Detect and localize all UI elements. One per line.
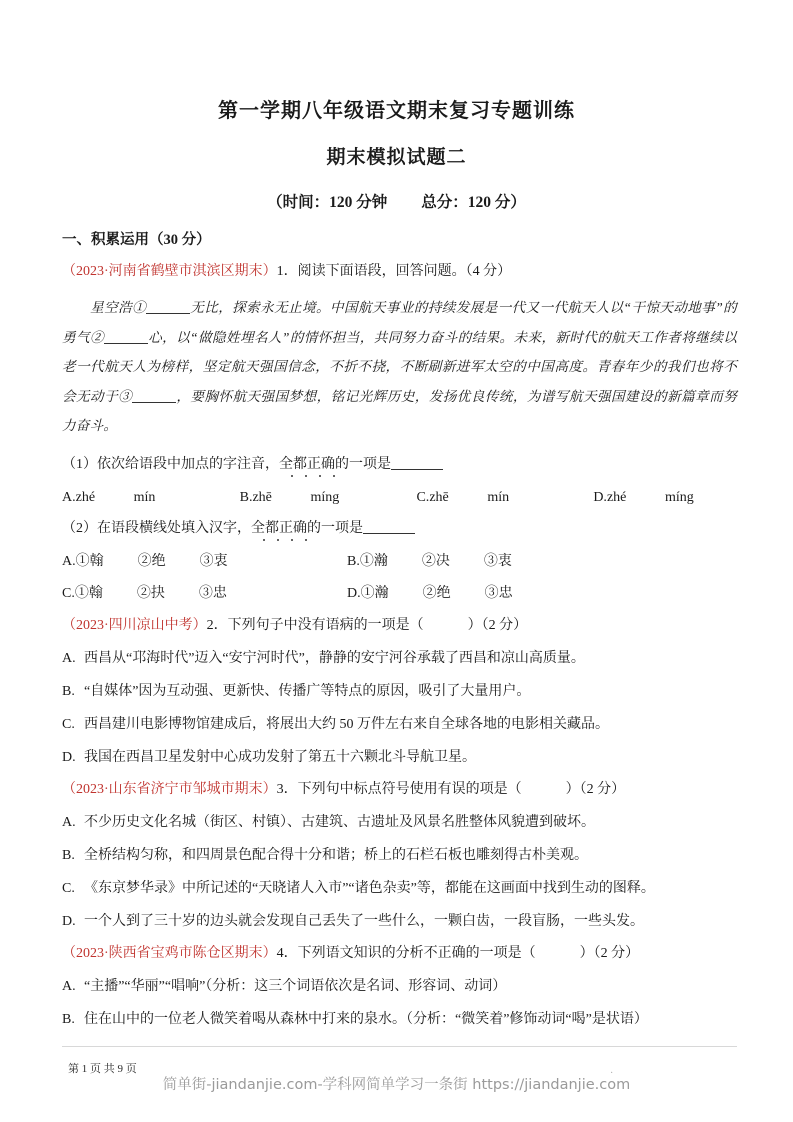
option-c-first: zhē [429,489,449,505]
char-d-three: ③忠 [484,585,513,601]
option-c-second: mín [487,489,510,505]
sub-2-post: 的一项是 [307,520,363,536]
sub-2-emphasis: 全都正确 [251,520,307,536]
q2-option-a-label: A. [62,650,76,666]
sub-1-pre: （1）依次给语段中加点的字注音， [62,456,279,472]
q3-option-b-text: 全桥结构匀称，和四周景色配合得十分和谐；桥上的石栏石板也雕刻得古朴美观。 [84,847,588,863]
sub-1-emphasis: 全都正确 [279,456,335,472]
question-3-option-c[interactable] [62,882,737,896]
passage-part-4: ，要胸怀航天强国梦想，铭记光辉历史，发扬优良传统，为谱写航天强国建设的新篇章而努力奋斗。 [62,388,738,433]
question-4-stem-pre: 4．下列语文知识的分析不正确的一项是（ [276,945,536,961]
q4-option-a-text: “主播”“华丽”“唱响”（分析：这三个词语依次是名词、形容词、动词） [84,978,507,994]
sub-2-pre: （2）在语段横线处填入汉字， [62,520,251,536]
blank-3[interactable] [132,402,176,403]
question-4-option-a[interactable] [62,980,737,994]
passage-part-3: 心，以“做隐姓埋名人”的情怀担当，共同努力奋斗的结果。未来，新时代的航天工作者将继续以老一代航天人为榜样，坚定航天强国信念，不折不挠，不断刷新进军太空的中国高度。青春年少的我们也将不会无动于③ [62,329,738,404]
question-3-option-a[interactable] [62,816,737,830]
char-b-label: B. [347,553,360,569]
question-1-sub-1 [62,458,737,472]
question-4-source: （2023·陕西省宝鸡市陈仓区期末） [62,945,277,961]
pinyin-option-a[interactable] [62,491,240,505]
question-3-option-b[interactable] [62,849,737,863]
char-d-two: ②绝 [422,585,451,601]
char-option-c[interactable] [62,587,347,601]
option-a-first: zhé [75,489,96,505]
question-3-stem-pre: 3．下列句中标点符号使用有误的项是（ [276,781,522,797]
char-c-three: ③忠 [198,585,227,601]
char-b-one: ①瀚 [359,553,388,569]
char-a-label: A. [62,553,76,569]
question-1-pinyin-options [62,491,737,505]
question-3-stem-post: ）（2 分） [565,781,626,797]
section-heading: 一、积累运用（30 分） [62,231,211,248]
char-a-three: ③衷 [199,553,228,569]
option-c-label: C. [416,489,430,505]
passage-part-2: 无比，探索永无止境。中国航天事业的持续发展是一代又一代航天人以“干惊天动地事”的勇气② [62,300,737,345]
question-2-option-b[interactable] [62,685,737,699]
page-footer [0,1046,793,1122]
q3-option-b-label: B. [62,847,75,863]
q4-option-b-text: 住在山中的一位老人微笑着喝从森林中打来的泉水。（分析：“微笑着”修饰动词“喝”是状语） [84,1011,648,1027]
footer-divider [62,1046,737,1047]
exam-content [0,233,793,1027]
q2-option-c-label: C. [62,716,75,732]
char-d-one: ①瀚 [360,585,389,601]
option-d-label: D. [593,489,607,505]
option-d-first: zhé [606,489,627,505]
page-subtitle: 期末模拟试题二 [326,147,467,168]
passage-part-1: 星空浩① [90,300,147,315]
question-4-stem-post: ）（2 分） [579,945,640,961]
question-1-sub-2 [62,522,737,536]
q3-option-a-text: 不少历史文化名城（街区、村镇）、古建筑、古遗址及风景名胜整体风貌遭到破坏。 [84,814,595,830]
question-3-option-d[interactable] [62,915,737,929]
char-a-one: ①翰 [75,553,104,569]
q3-option-c-text: 《东京梦华录》中所记述的“天晓诸人入市”“诸色杂卖”等，都能在这画面中找到生动的图释。 [84,880,655,896]
q4-option-a-label: A. [62,978,76,994]
q3-option-c-label: C. [62,880,75,896]
char-option-b[interactable] [347,555,512,569]
exam-meta [0,167,793,211]
q2-option-b-label: B. [62,683,75,699]
char-option-a[interactable] [62,555,347,569]
sub-1-post: 的一项是 [335,456,391,472]
question-3-stem-row [62,783,737,797]
exam-time: （时间：120 分钟 [267,194,388,211]
char-c-label: C. [62,585,75,601]
question-3-source: （2023·山东省济宁市邹城市期末） [62,781,277,797]
page-title: 第一学期八年级语文期末复习专题训练 [218,100,575,122]
question-1-passage [62,293,737,441]
pinyin-option-c[interactable] [416,491,593,505]
q2-option-d-label: D. [62,749,76,765]
option-b-first: zhē [252,489,272,505]
option-d-second: míng [664,489,694,505]
question-2-stem-row [62,619,737,633]
question-1-stem: 1．阅读下面语段，回答问题。（4 分） [276,264,512,279]
char-b-two: ②决 [421,553,450,569]
q2-option-b-text: “自媒体”因为互动强、更新快、传播广等特点的原因，吸引了大量用户。 [84,683,531,699]
question-1-stem-row [62,265,737,279]
question-4-stem-row [62,947,737,961]
question-2-stem-pre: 2．下列句子中没有语病的一项是（ [206,617,424,633]
question-2-option-d[interactable] [62,751,737,765]
question-2-stem-post: ）（2 分） [467,617,528,633]
q3-option-d-text: 一个人到了三十岁的边头就会发现自己丢失了一些什么，一颗白齿，一段盲肠，一些头发。 [84,913,644,929]
question-2-option-c[interactable] [62,718,737,732]
watermark-text: 简单街-jiandanjie.com-学科网简单学习一条街 https://jiandanjie.com [162,1077,631,1093]
char-b-three: ③衷 [483,553,512,569]
char-c-one: ①翰 [74,585,103,601]
q3-option-a-label: A. [62,814,76,830]
pinyin-option-b[interactable] [240,491,417,505]
char-a-two: ②绝 [137,553,166,569]
q3-option-d-label: D. [62,913,76,929]
page-number: 第 1 页 共 9 页 [68,1063,137,1075]
exam-score: 总分：120 分） [421,194,526,211]
question-1-char-options-row-1 [62,555,737,569]
option-a-second: mín [133,489,156,505]
q2-option-a-text: 西昌从“邛海时代”迈入“安宁河时代”，静静的安宁河谷承载了西昌和凉山高质量。 [84,650,585,666]
question-1-source: （2023·河南省鹤壁市淇滨区期末） [62,264,277,279]
question-4-option-b[interactable] [62,1013,737,1027]
stray-mark: . [610,1064,613,1076]
sub-1-answer-blank[interactable] [391,469,443,470]
option-b-second: míng [310,489,340,505]
char-c-two: ②抉 [136,585,165,601]
question-1-char-options-row-2 [62,587,737,601]
sub-2-answer-blank[interactable] [363,533,415,534]
char-d-label: D. [347,585,361,601]
option-b-label: B. [239,489,253,505]
blank-1[interactable] [146,313,190,314]
blank-2[interactable] [104,343,148,344]
question-2-option-a[interactable] [62,652,737,666]
q2-option-d-text: 我国在西昌卫星发射中心成功发射了第五十六颗北斗导航卫星。 [84,749,476,765]
q4-option-b-label: B. [62,1011,75,1027]
pinyin-option-d[interactable] [593,491,693,505]
q2-option-c-text: 西昌建川电影博物馆建成后，将展出大约 50 万件左右来自全球各地的电影相关藏品。 [84,716,609,732]
option-a-label: A. [62,489,76,505]
question-2-source: （2023·四川凉山中考） [62,617,207,633]
char-option-d[interactable] [347,587,513,601]
